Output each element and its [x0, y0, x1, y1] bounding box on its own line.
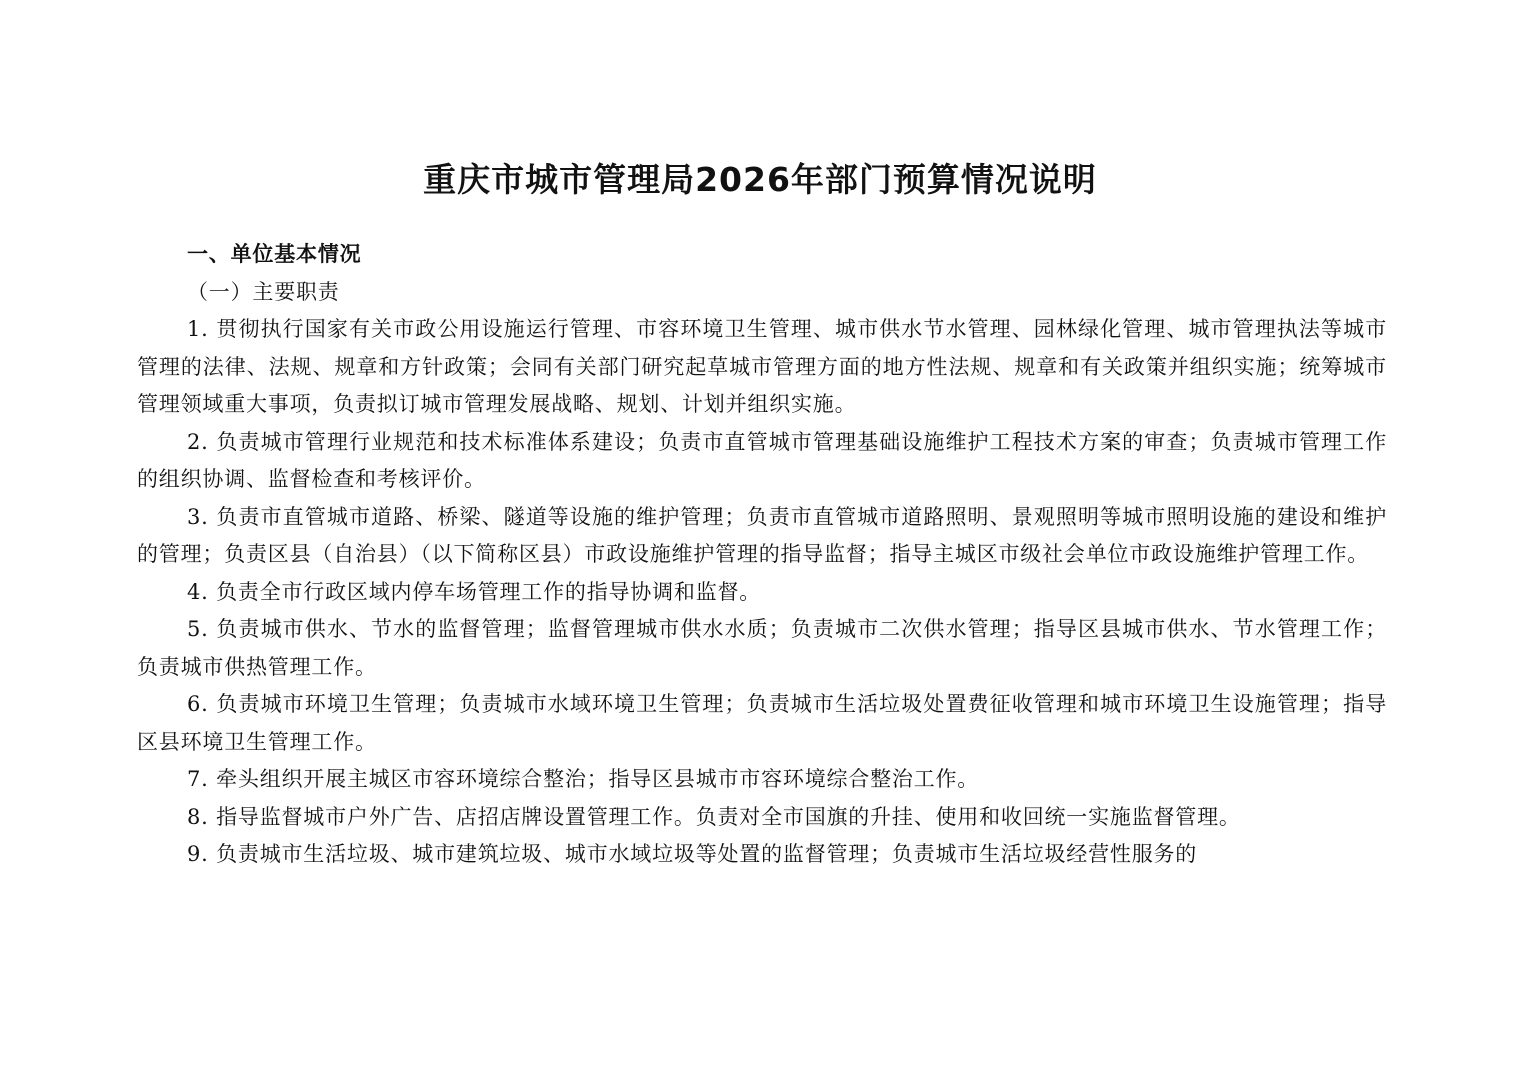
subsection-heading: （一）主要职责 [187, 279, 340, 304]
paragraph-duty-5: 5. 负责城市供水、节水的监督管理；监督管理城市供水水质；负责城市二次供水管理；指导区县城市供水、节水管理工作；负责城市供热管理工作。 [137, 617, 1387, 679]
section-heading: 一、单位基本情况 [187, 242, 362, 266]
paragraph-duty-7: 7. 牵头组织开展主城区市容环境综合整治；指导区县城市市容环境综合整治工作。 [187, 767, 980, 791]
document-title: 重庆市城市管理局2026年部门预算情况说明 [423, 160, 1097, 199]
paragraph-duty-4: 4. 负责全市行政区域内停车场管理工作的指导协调和监督。 [187, 579, 762, 604]
paragraph-duty-9: 9. 负责城市生活垃圾、城市建筑垃圾、城市水域垃圾等处置的监督管理；负责城市生活垃圾经营性服务的 [187, 842, 1198, 866]
document-body [137, 236, 1387, 874]
paragraph-duty-8: 8. 指导监督城市户外广告、店招店牌设置管理工作。负责对全市国旗的升挂、使用和收回统一实施监督管理。 [187, 804, 1241, 829]
paragraph-duty-2: 2. 负责城市管理行业规范和技术标准体系建设；负责市直管城市管理基础设施维护工程技术方案的审查；负责城市管理工作的组织协调、监督检查和考核评价。 [137, 429, 1387, 491]
paragraph-duty-1: 1. 贯彻执行国家有关市政公用设施运行管理、市容环境卫生管理、城市供水节水管理、园林绿化管理、城市管理执法等城市管理的法律、法规、规章和方针政策；会同有关部门研究起草城市管理方面的地方性法规、规章和有关政策并组织实施；统筹城市管理领域重大事项，负责拟订城市管理发展战略、规划、计划并组织实施。 [137, 317, 1387, 416]
paragraph-duty-3: 3. 负责市直管城市道路、桥梁、隧道等设施的维护管理；负责市直管城市道路照明、景观照明等城市照明设施的建设和维护的管理；负责区县（自治县）（以下简称区县）市政设施维护管理的指导监督；指导主城区市级社会单位市政设施维护管理工作。 [137, 504, 1387, 566]
paragraph-duty-6: 6. 负责城市环境卫生管理；负责城市水域环境卫生管理；负责城市生活垃圾处置费征收管理和城市环境卫生设施管理；指导区县环境卫生管理工作。 [137, 692, 1387, 754]
